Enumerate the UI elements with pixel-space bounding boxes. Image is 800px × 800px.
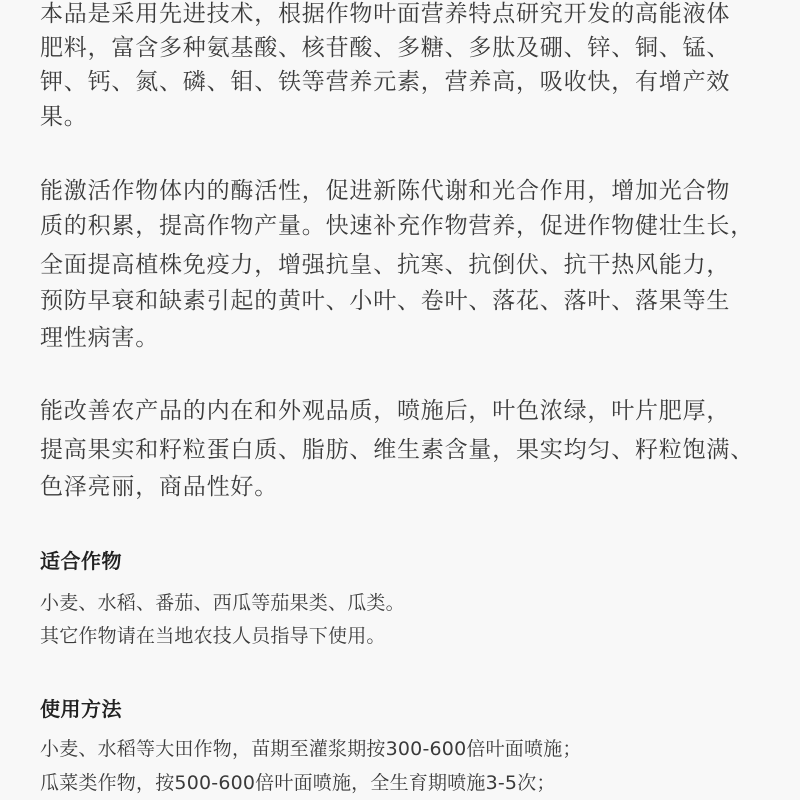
crops-list: 小麦、水稻、番茄、西瓜等茄果类、瓜类。 bbox=[40, 592, 405, 614]
intro-line-1: 本品是采用先进技术，根据作物叶面营养特点研究开发的高能液体 bbox=[40, 1, 731, 27]
crops-note: 其它作物请在当地农技人员指导下使用。 bbox=[40, 625, 386, 647]
intro-line-4: 果。 bbox=[40, 104, 88, 130]
usage-heading: 使用方法 bbox=[40, 697, 122, 721]
activation-line-4: 预防早衰和缺素引起的黄叶、小叶、卷叶、落花、落叶、落果等生 bbox=[40, 288, 731, 314]
activation-line-3: 全面提高植株免疫力，增强抗皇、抗寒、抗倒伏、抗干热风能力， bbox=[40, 252, 731, 278]
quality-line-2: 提高果实和籽粒蛋白质、脂肪、维生素含量，果实均匀、籽粒饱满、 bbox=[40, 437, 754, 463]
usage-line-2: 瓜菜类作物，按500-600倍叶面喷施，全生育期喷施3-5次； bbox=[40, 772, 556, 794]
crops-heading: 适合作物 bbox=[40, 549, 122, 573]
quality-line-1: 能改善农产品的内在和外观品质，喷施后，叶色浓绿，叶片肥厚， bbox=[40, 398, 731, 424]
usage-line-1: 小麦、水稻等大田作物，苗期至灌浆期按300-600倍叶面喷施； bbox=[40, 738, 582, 760]
intro-line-2: 肥料，富含多种氨基酸、核苷酸、多糖、多肽及硼、锌、铜、锰、 bbox=[40, 35, 731, 61]
intro-line-3: 钾、钙、氮、磷、钼、铁等营养元素，营养高，吸收快，有增产效 bbox=[40, 69, 731, 95]
activation-line-5: 理性病害。 bbox=[40, 325, 159, 351]
activation-line-2: 质的积累，提高作物产量。快速补充作物营养，促进作物健壮生长， bbox=[40, 213, 754, 239]
quality-line-3: 色泽亮丽，商品性好。 bbox=[40, 474, 278, 500]
activation-line-1: 能激活作物体内的酶活性，促进新陈代谢和光合作用，增加光合物 bbox=[40, 178, 731, 204]
